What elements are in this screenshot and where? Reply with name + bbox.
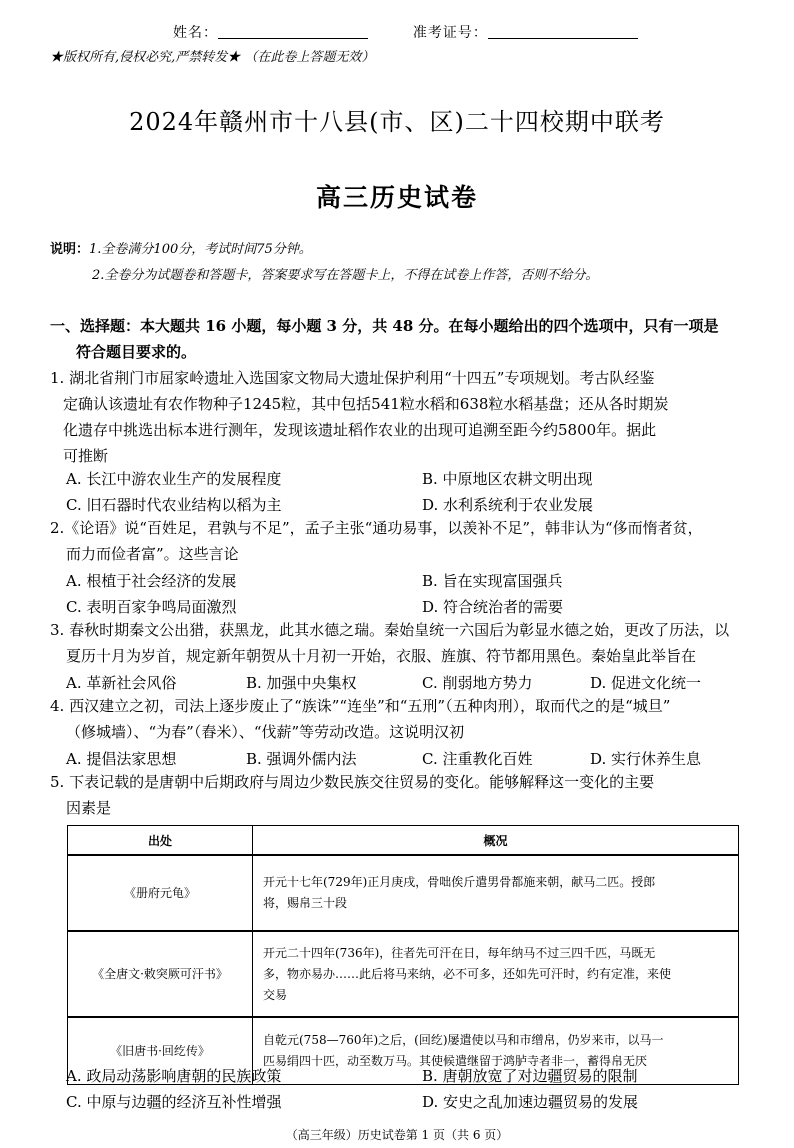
table-header-source: 出处 <box>68 826 253 856</box>
table-row: 《全唐文·敕突厥可汗书》 开元二十四年(736年)，往者先可汗在日，每年纳马不过三四千匹，马既无 多，物亦易办……此后将马来纳，必不可多，还如先可汗时，约有定准，来使 交易 <box>68 931 739 1017</box>
name-blank <box>218 24 368 39</box>
table-row: 《旧唐书·回纥传》 自乾元(758—760年)之后，(回纥)屡遣使以马和市缯帛，仍岁来市，以马一 匹易绢四十匹，动至数万马。其使候遣继留于鸿胪寺者非一，蓄得帛无厌 <box>68 1017 739 1085</box>
q5-option-b[interactable]: B. 唐朝放宽了对边疆贸易的限制 <box>422 1067 638 1085</box>
question-5-stem: 5. 下表记载的是唐朝中后期政府与周边少数民族交往贸易的变化。能够解释这一变化的主要 因素是 <box>50 773 655 817</box>
q2-option-d[interactable]: D. 符合统治者的需要 <box>422 598 564 616</box>
q4-option-b[interactable]: B. 强调外儒内法 <box>246 750 357 768</box>
question-5-table <box>67 825 739 1085</box>
q3-option-a[interactable]: A. 革新社会风俗 <box>66 674 177 692</box>
exam-no-blank <box>488 24 638 39</box>
q4-option-d[interactable]: D. 实行休养生息 <box>590 750 702 768</box>
q1-option-a[interactable]: A. 长江中游农业生产的发展程度 <box>66 470 282 488</box>
question-3-stem: 3. 春秋时期秦文公出猎，获黑龙，此其水德之瑞。秦始皇统一六国后为彰显水德之始，更改了历法，以 夏历十月为岁首，规定新年朝贺从十月初一开始，衣服、旌旗、符节都用黑色。秦始皇此举旨在 <box>50 621 730 665</box>
q3-option-b[interactable]: B. 加强中央集权 <box>246 674 357 692</box>
q1-option-c[interactable]: C. 旧石器时代农业结构以稻为主 <box>66 496 282 514</box>
page-footer: （高三年级）历史试卷第 1 页（共 6 页） <box>285 1128 509 1142</box>
q2-option-c[interactable]: C. 表明百家争鸣局面激烈 <box>66 598 237 616</box>
candidate-info-line <box>173 22 638 42</box>
note-label: 说明： <box>50 242 90 257</box>
q1-option-d[interactable]: D. 水利系统利于农业发展 <box>422 496 594 514</box>
q4-option-c[interactable]: C. 注重教化百姓 <box>422 750 533 768</box>
q5-option-c[interactable]: C. 中原与边疆的经济互补性增强 <box>66 1093 282 1111</box>
table-row: 《册府元龟》 开元十七年(729年)正月庚戌，骨咄俟斤遣男骨都施来朝，献马二匹。授郎 将，赐帛三十段 <box>68 855 739 931</box>
exam-subtitle: 高三历史试卷 <box>315 183 478 212</box>
table-header-summary: 概况 <box>253 826 739 856</box>
q3-option-d[interactable]: D. 促进文化统一 <box>590 674 702 692</box>
q5-option-a[interactable]: A. 政局动荡影响唐朝的民族政策 <box>66 1067 282 1085</box>
q3-option-c[interactable]: C. 削弱地方势力 <box>422 674 533 692</box>
table-header-row <box>68 826 739 856</box>
exam-title: 2024年赣州市十八县(市、区)二十四校期中联考 <box>129 108 665 136</box>
question-1-stem: 1. 湖北省荆门市屈家岭遗址入选国家文物局大遗址保护利用“十四五”专项规划。考古队经鉴 定确认该遗址有农作物种子1245粒，其中包括541粒水稻和638粒水稻基盘；还从各时期炭 化遗存中挑选出标本进行测年，发现该遗址稻作农业的出现可追溯至距今约5800年。据此 可推断 <box>50 369 669 465</box>
note-2: 2.全卷分为试题卷和答题卡，答案要求写在答题卡上，不得在试卷上作答，否则不给分。 <box>92 268 599 283</box>
section-heading: 一、选择题：本大题共 16 小题，每小题 3 分，共 48 分。在每小题给出的四个选项中，只有一项是 符合题目要求的。 <box>50 317 719 361</box>
note-1: 说明：1.全卷满分100分，考试时间75分钟。 <box>50 242 312 257</box>
copyright-notice: ★版权所有,侵权必究,严禁转发★ （在此卷上答题无效） <box>50 50 375 65</box>
q5-option-d[interactable]: D. 安史之乱加速边疆贸易的发展 <box>422 1093 639 1111</box>
exam-no-label: 准考证号： <box>412 25 488 41</box>
q2-option-a[interactable]: A. 根植于社会经济的发展 <box>66 572 237 590</box>
question-2-stem: 2.《论语》说“百姓足，君孰与不足”，孟子主张“通功易事，以羡补不足”，韩非认为“侈而惰者贫， 而力而俭者富”。这些言论 <box>50 519 703 563</box>
q1-option-b[interactable]: B. 中原地区农耕文明出现 <box>422 470 593 488</box>
q4-option-a[interactable]: A. 提倡法家思想 <box>66 750 177 768</box>
name-label: 姓名： <box>173 25 218 41</box>
q2-option-b[interactable]: B. 旨在实现富国强兵 <box>422 572 563 590</box>
question-4-stem: 4. 西汉建立之初，司法上逐步废止了“族诛”“连坐”和“五刑”（五种肉刑），取而代之的是“城旦” （修城墙）、“为春”（舂米）、“伐薪”等劳动改造。这说明汉初 <box>50 697 671 741</box>
